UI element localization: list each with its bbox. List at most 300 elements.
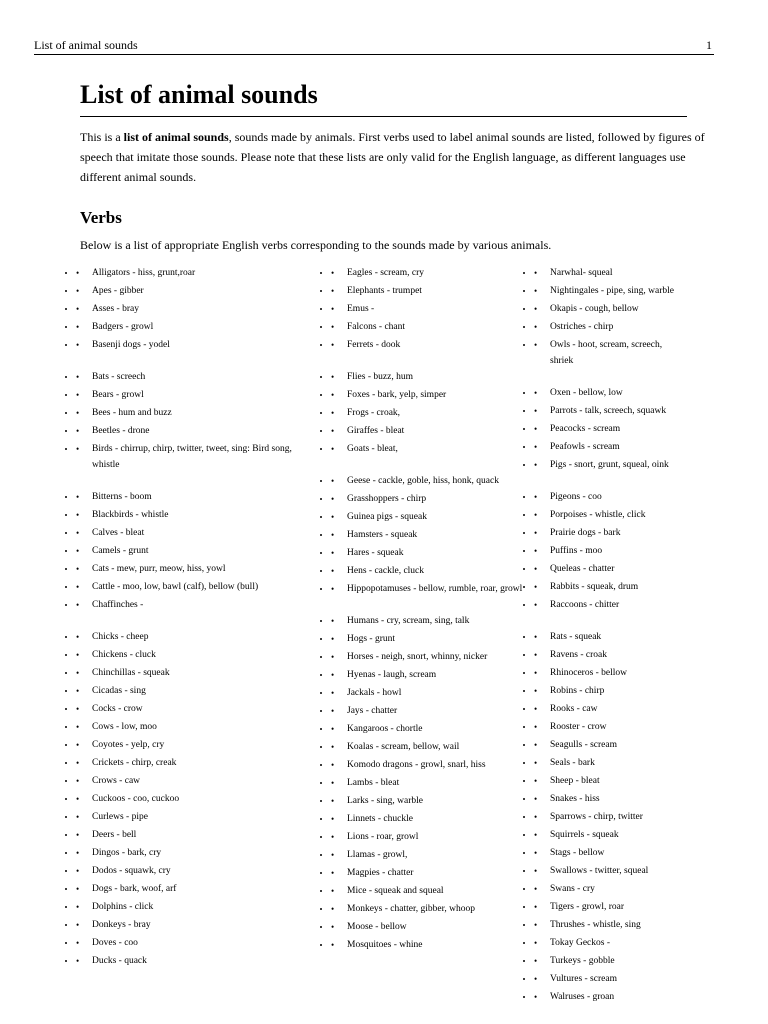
bullet-icon: • • [534,938,538,948]
bullet-icon: • • [76,758,80,768]
list-item [76,791,311,807]
list-item-text: Dodos - squawk, cry [92,866,171,876]
bullet-icon: • • [534,722,538,732]
list-item [76,525,311,541]
list-item-text: Thrushes - whistle, sing [550,920,641,930]
bullet-icon: • • [534,582,538,592]
bullet-icon: • • [534,600,538,610]
bullet-icon: • • [331,940,335,950]
list-item [534,917,684,933]
list-item-text: Mosquitoes - whine [347,940,423,950]
list-item [534,737,684,753]
list-item-text: Grasshoppers - chirp [347,494,427,504]
verbs-column-3 [534,265,684,1007]
list-item [534,421,684,437]
bullet-icon: • • [534,442,538,452]
list-item [76,423,311,439]
bullet-icon: • • [534,884,538,894]
list-item [331,265,526,281]
list-item-text: Badgers - growl [92,322,154,332]
list-item [534,971,684,987]
list-item [534,899,684,915]
bullet-icon: • • [534,322,538,332]
list-item-text: Guinea pigs - squeak [347,512,427,522]
bullet-icon: • • [331,832,335,842]
list-item-text: Cocks - crow [92,704,143,714]
bullet-icon: • • [534,492,538,502]
list-item-text: Vultures - scream [550,974,617,984]
list-item [331,423,526,439]
list-item-text: Prairie dogs - bark [550,528,621,538]
list-item [76,647,311,663]
list-item-text: Bitterns - boom [92,492,152,502]
list-item [76,387,311,403]
list-item-text: Hyenas - laugh, scream [347,670,437,680]
bullet-icon: • • [331,372,335,382]
list-item-text: Eagles - scream, cry [347,268,425,278]
bullet-icon: • • [331,476,335,486]
list-item [76,579,311,595]
list-item-text: Rooster - crow [550,722,607,732]
list-item-text: Swans - cry [550,884,595,894]
list-item [534,319,684,335]
list-item-text: Crickets - chirp, creak [92,758,177,768]
verbs-group [76,369,311,473]
list-item-text: Basenji dogs - yodel [92,340,170,350]
bullet-icon: • • [534,848,538,858]
bullet-icon: • • [76,390,80,400]
bullet-icon: • • [76,830,80,840]
list-item-text: Nightingales - pipe, sing, warble [550,286,675,296]
verbs-group [534,629,684,1005]
bullet-icon: • • [331,304,335,314]
list-item-text: Ducks - quack [92,956,147,966]
list-item [331,631,526,647]
list-item [76,405,311,421]
list-item-text: Flies - buzz, hum [347,372,413,382]
list-item [76,683,311,699]
bullet-icon: • • [534,388,538,398]
list-item-text: Swallows - twitter, squeal [550,866,649,876]
list-item [76,319,311,335]
list-item-text: Bees - hum and buzz [92,408,172,418]
list-item-text: Komodo dragons - growl, snarl, hiss [347,760,486,770]
intro-paragraph [80,127,710,187]
list-item [534,845,684,861]
list-item-text: Alligators - hiss, grunt,roar [92,268,196,278]
list-item-text: Peacocks - scream [550,424,621,434]
list-item-text: Pigeons - coo [550,492,602,502]
list-item-text: Falcons - chant [347,322,406,332]
list-item [534,719,684,735]
list-item [76,665,311,681]
list-item [534,881,684,897]
list-item-text: Coyotes - yelp, cry [92,740,165,750]
bullet-icon: • • [331,616,335,626]
verbs-group [76,629,311,969]
list-item-text: Birds - chirrup, chirp, twitter, tweet, sing: Bird song, whistle [92,444,292,470]
bullet-icon: • • [534,992,538,1002]
list-item-text: Robins - chirp [550,686,605,696]
bullet-icon: • • [534,830,538,840]
list-item [76,899,311,915]
list-item-text: Chinchillas - squeak [92,668,170,678]
bullet-icon: • • [534,794,538,804]
list-item [331,527,526,543]
list-item [331,509,526,525]
list-item-text: Larks - sing, warble [347,796,423,806]
bullet-icon: • • [534,902,538,912]
list-item-text: Pigs - snort, grunt, squeal, oink [550,460,669,470]
page-title: List of animal sounds [80,76,687,117]
list-item [331,441,526,457]
list-item [534,265,684,281]
bullet-icon: • • [76,600,80,610]
bullet-icon: • • [534,920,538,930]
bullet-icon: • • [534,758,538,768]
bullet-icon: • • [76,650,80,660]
bullet-icon: • • [331,778,335,788]
list-item [331,667,526,683]
list-item [534,773,684,789]
list-item [76,953,311,969]
list-item-text: Deers - bell [92,830,137,840]
list-item [534,579,684,595]
bullet-icon: • • [76,794,80,804]
bullet-icon: • • [534,546,538,556]
list-item [331,883,526,899]
list-item [331,775,526,791]
bullet-icon: • • [76,564,80,574]
bullet-icon: • • [331,322,335,332]
bullet-icon: • • [331,512,335,522]
verbs-group [76,489,311,613]
list-item [76,441,311,473]
list-item [76,337,311,353]
list-item-text: Hens - cackle, cluck [347,566,425,576]
list-item-text: Mice - squeak and squeal [347,886,444,896]
verbs-group [331,369,526,457]
list-item [534,337,684,369]
verbs-column-1 [76,265,311,971]
list-item-text: Rhinoceros - bellow [550,668,628,678]
bullet-icon: • • [534,286,538,296]
list-item [534,791,684,807]
intro-text-after: , sounds made by animals. First verbs used to label animal sounds are listed, followed by figures of speech that imitate those sounds. Please note that these lists are only valid for the English language, as different languages use different animal sounds. [80,130,705,184]
list-item [534,629,684,645]
list-item [76,283,311,299]
list-item-text: Apes - gibber [92,286,144,296]
list-item-text: Rats - squeak [550,632,602,642]
bullet-icon: • • [331,904,335,914]
list-item-text: Ostriches - chirp [550,322,614,332]
verbs-group [331,473,526,597]
list-item-text: Goats - bleat, [347,444,398,454]
bullet-icon: • • [534,564,538,574]
list-item-text: Frogs - croak, [347,408,401,418]
list-item-text: Ferrets - dook [347,340,401,350]
list-item [76,301,311,317]
list-item-text: Puffins - moo [550,546,603,556]
list-item [331,919,526,935]
list-item [534,301,684,317]
list-item [331,387,526,403]
list-item-text: Doves - coo [92,938,138,948]
list-item-text: Porpoises - whistle, click [550,510,646,520]
list-item [534,561,684,577]
list-item-text: Giraffes - bleat [347,426,405,436]
list-item-text: Turkeys - gobble [550,956,615,966]
bullet-icon: • • [331,286,335,296]
list-item-text: Linnets - chuckle [347,814,413,824]
list-item [534,809,684,825]
list-item [76,265,311,281]
bullet-icon: • • [534,460,538,470]
list-item [331,369,526,385]
bullet-icon: • • [76,704,80,714]
list-item [76,737,311,753]
list-item-text: Hamsters - squeak [347,530,418,540]
list-item [331,757,526,773]
bullet-icon: • • [534,650,538,660]
list-item [534,403,684,419]
bullet-icon: • • [331,584,335,594]
bullet-icon: • • [76,902,80,912]
list-item-text: Crows - caw [92,776,141,786]
list-item [534,827,684,843]
list-item [331,473,526,489]
list-item [331,545,526,561]
list-item-text: Hippopotamuses - bellow, rumble, roar, growl [347,584,523,594]
bullet-icon: • • [331,426,335,436]
verbs-group [331,265,526,353]
bullet-icon: • • [534,510,538,520]
list-item [76,935,311,951]
list-item-text: Stags - bellow [550,848,605,858]
bullet-icon: • • [76,920,80,930]
list-item-text: Hogs - grunt [347,634,396,644]
list-item [534,543,684,559]
bullet-icon: • • [534,406,538,416]
bullet-icon: • • [331,390,335,400]
list-item [331,319,526,335]
bullet-icon: • • [331,742,335,752]
list-item [331,793,526,809]
list-item [76,543,311,559]
list-item-text: Cats - mew, purr, meow, hiss, yowl [92,564,226,574]
list-item-text: Squirrels - squeak [550,830,619,840]
bullet-icon: • • [534,528,538,538]
bullet-icon: • • [534,740,538,750]
bullet-icon: • • [76,812,80,822]
bullet-icon: • • [534,268,538,278]
bullet-icon: • • [76,322,80,332]
bullet-icon: • • [331,706,335,716]
list-item [331,811,526,827]
list-item [534,385,684,401]
list-item-text: Humans - cry, scream, sing, talk [347,616,470,626]
bullet-icon: • • [76,776,80,786]
list-item-text: Peafowls - scream [550,442,620,452]
list-item-text: Monkeys - chatter, gibber, whoop [347,904,475,914]
list-item-text: Emus - [347,304,375,314]
list-item-text: Narwhal- squeal [550,268,613,278]
list-item-text: Blackbirds - whistle [92,510,169,520]
list-item [76,629,311,645]
list-item-text: Bats - screech [92,372,146,382]
list-item-text: Lions - roar, growl [347,832,419,842]
bullet-icon: • • [331,530,335,540]
list-item [331,649,526,665]
bullet-icon: • • [534,812,538,822]
bullet-icon: • • [331,814,335,824]
bullet-icon: • • [331,268,335,278]
list-item [331,847,526,863]
running-title: List of animal sounds [34,38,138,52]
list-item-text: Bears - growl [92,390,144,400]
bullet-icon: • • [76,582,80,592]
bullet-icon: • • [534,974,538,984]
list-item-text: Camels - grunt [92,546,149,556]
bullet-icon: • • [76,492,80,502]
bullet-icon: • • [331,688,335,698]
list-item-text: Elephants - trumpet [347,286,422,296]
bullet-icon: • • [331,670,335,680]
list-item [76,827,311,843]
list-item-text: Raccoons - chitter [550,600,620,610]
bullet-icon: • • [76,632,80,642]
bullet-icon: • • [76,546,80,556]
bullet-icon: • • [76,866,80,876]
list-item-text: Snakes - hiss [550,794,600,804]
list-item-text: Walruses - groan [550,992,615,1002]
list-item-text: Horses - neigh, snort, whinny, nicker [347,652,488,662]
list-item-text: Queleas - chatter [550,564,615,574]
verbs-group [534,265,684,369]
bullet-icon: • • [331,760,335,770]
list-item [534,283,684,299]
bullet-icon: • • [76,884,80,894]
bullet-icon: • • [76,268,80,278]
list-item [331,703,526,719]
list-item [331,901,526,917]
list-item [76,809,311,825]
list-item [331,721,526,737]
list-item-text: Cows - low, moo [92,722,157,732]
list-item-text: Chicks - cheep [92,632,149,642]
list-item-text: Kangaroos - chortle [347,724,423,734]
list-item-text: Oxen - bellow, low [550,388,623,398]
list-item-text: Moose - bellow [347,922,407,932]
bullet-icon: • • [331,340,335,350]
bullet-icon: • • [76,426,80,436]
bullet-icon: • • [76,740,80,750]
list-item [331,405,526,421]
list-item [534,507,684,523]
list-item [331,337,526,353]
list-item-text: Koalas - scream, bellow, wail [347,742,460,752]
bullet-icon: • • [76,340,80,350]
bullet-icon: • • [534,304,538,314]
list-item-text: Chaffinches - [92,600,144,610]
bullet-icon: • • [534,424,538,434]
list-item-text: Parrots - talk, screech, squawk [550,406,667,416]
bullet-icon: • • [534,632,538,642]
page-header [34,38,714,55]
list-item-text: Cicadas - sing [92,686,146,696]
list-item [534,989,684,1005]
list-item [331,829,526,845]
list-item-text: Tokay Geckos - [550,938,611,948]
bullet-icon: • • [331,408,335,418]
verbs-group [534,385,684,473]
list-item-text: Cattle - moo, low, bawl (calf), bellow (bull) [92,582,259,592]
bullet-icon: • • [331,652,335,662]
verbs-intro: Below is a list of appropriate English verbs corresponding to the sounds made by various animals. [80,238,552,252]
list-item-text: Dolphins - click [92,902,154,912]
verbs-group [331,613,526,953]
list-item [76,369,311,385]
list-item-text: Rabbits - squeak, drum [550,582,639,592]
list-item-text: Magpies - chatter [347,868,414,878]
list-item-text: Dingos - bark, cry [92,848,162,858]
list-item-text: Tigers - growl, roar [550,902,625,912]
list-item [331,865,526,881]
bullet-icon: • • [534,866,538,876]
list-item [331,283,526,299]
list-item [76,917,311,933]
bullet-icon: • • [331,724,335,734]
list-item [534,953,684,969]
list-item-text: Curlews - pipe [92,812,148,822]
list-item-text: Lambs - bleat [347,778,400,788]
list-item-text: Jays - chatter [347,706,398,716]
bullet-icon: • • [76,372,80,382]
bullet-icon: • • [76,956,80,966]
bullet-icon: • • [331,634,335,644]
list-item-text: Llamas - growl, [347,850,408,860]
list-item [76,755,311,771]
list-item [76,863,311,879]
section-heading-verbs: Verbs [80,208,122,227]
list-item-text: Seals - bark [550,758,595,768]
list-item [76,845,311,861]
list-item-text: Rooks - caw [550,704,598,714]
list-item [331,581,526,597]
list-item [534,683,684,699]
list-item [76,701,311,717]
bullet-icon: • • [534,956,538,966]
intro-bold-term: list of animal sounds [123,130,229,144]
list-item-text: Okapis - cough, bellow [550,304,639,314]
list-item-text: Donkeys - bray [92,920,151,930]
list-item [331,685,526,701]
bullet-icon: • • [331,444,335,454]
list-item [534,439,684,455]
bullet-icon: • • [331,566,335,576]
verbs-group [76,265,311,353]
bullet-icon: • • [331,868,335,878]
page-number: 1 [706,38,712,52]
bullet-icon: • • [76,668,80,678]
list-item [76,507,311,523]
list-item [534,863,684,879]
list-item [76,597,311,613]
bullet-icon: • • [76,938,80,948]
bullet-icon: • • [331,494,335,504]
list-item [534,597,684,613]
bullet-icon: • • [76,848,80,858]
